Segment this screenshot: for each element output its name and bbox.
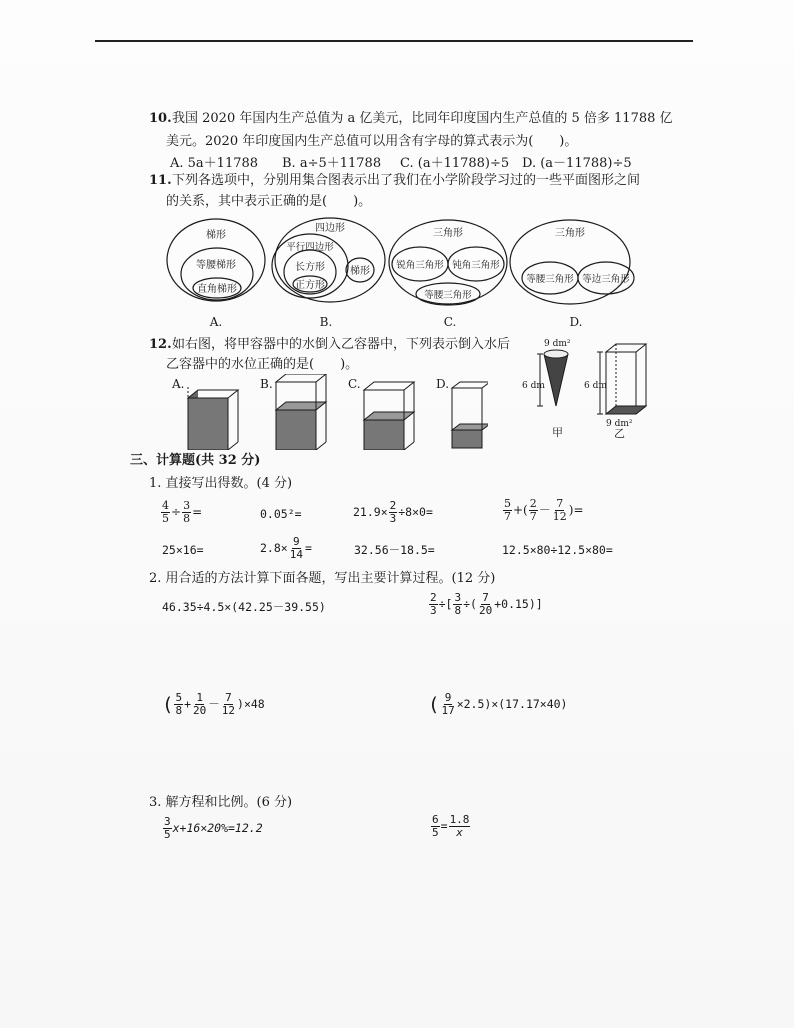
venn-b-inner1-label: 长方形 xyxy=(295,262,325,273)
prism-height-label: 6 dm xyxy=(584,381,607,391)
q12-prism-a xyxy=(188,387,238,450)
fraction: $\frac{1.8}{x}$ xyxy=(449,813,470,839)
q10-line1: 我国 2020 年国内生产总值为 a 亿美元，比同年印度国内生产总值的 5 倍多 11788 亿 xyxy=(172,111,673,126)
fraction: $\frac{2}{7}$ xyxy=(529,497,537,523)
p1-expr8: 12.5×80÷12.5×80= xyxy=(502,543,613,557)
fraction: $\frac{5}{7}$ xyxy=(504,497,511,523)
fraction: $\frac{4}{5}$ xyxy=(162,499,169,525)
cone-top xyxy=(544,350,568,358)
fraction: $\frac{5}{8}$ xyxy=(175,691,183,717)
prism-base xyxy=(606,406,646,414)
p2-expr1: 46.35÷4.5×(42.25－39.55) xyxy=(162,600,326,614)
p1-expr3: 21.9× $\frac{2}{3}$ ÷8×0= xyxy=(353,499,433,525)
venn-a-mid-label: 等腰梯形 xyxy=(196,260,236,271)
q12-options-figure xyxy=(168,374,488,450)
q12-line1: 如右图，将甲容器中的水倒入乙容器中，下列表示倒入水后 xyxy=(172,337,511,352)
p3-proportion: $\frac{6}{5}$ = $\frac{1.8}{x}$ xyxy=(432,813,470,839)
fraction: $\frac{3}{5}$ xyxy=(164,815,171,841)
fraction: $\frac{7}{12}$ xyxy=(221,691,236,717)
q10-option-d[interactable]: D. (a－11788)÷5 xyxy=(522,156,632,171)
q12-option-d[interactable]: D. xyxy=(436,377,450,391)
prism-top xyxy=(606,344,646,352)
p2-title: 2. 用合适的方法计算下面各题，写出主要计算过程。(12 分) xyxy=(149,571,496,586)
p1-expr2: 0.05²= xyxy=(260,507,302,521)
venn-a-outer-label: 梯形 xyxy=(206,230,226,241)
venn-d-left-label: 等腰三角形 xyxy=(526,274,574,285)
venn-d-outer-label: 三角形 xyxy=(555,228,585,239)
q10-option-b[interactable]: B. a÷5＋11788 xyxy=(282,156,382,171)
fraction: $\frac{2}{3}$ xyxy=(430,591,437,617)
cone-area-label: 9 dm² xyxy=(544,339,571,349)
venn-a-inner-label: 直角梯形 xyxy=(197,284,237,295)
venn-b-outer-label: 四边形 xyxy=(315,223,345,234)
cone-name: 甲 xyxy=(552,426,563,439)
venn-d-right-label: 等边三角形 xyxy=(582,274,630,285)
q11-line1: 下列各选项中，分别用集合图表示出了我们在小学阶段学习过的一些平面图形之间 xyxy=(172,173,641,188)
p3-equation1: $\frac{3}{5}$ x+16×20%=12.2 xyxy=(164,815,263,841)
p1-expr1: $\frac{4}{5}$ ÷ $\frac{3}{8}$ = xyxy=(162,499,203,525)
q10-number: 10. xyxy=(149,111,172,126)
fraction: $\frac{9}{14}$ xyxy=(289,535,303,561)
q10-line2: 美元。2020 年印度国内生产总值可以用含有字母的算式表示为( )。 xyxy=(166,134,578,149)
venn-b-mid-label: 平行四边形 xyxy=(286,242,334,253)
p1-expr5: 25×16= xyxy=(162,543,204,557)
q12-prism-d xyxy=(452,382,488,448)
prism-area-label: 9 dm² xyxy=(606,419,633,429)
cone-height-label: 6 dm xyxy=(522,381,545,391)
p1-expr7: 32.56－18.5= xyxy=(354,543,435,557)
fraction: $\frac{7}{12}$ xyxy=(552,497,567,523)
p1-expr4: $\frac{5}{7}$ +( $\frac{2}{7}$ － $\frac{7}{12}$ )= xyxy=(504,497,584,523)
p2-expr4: ( $\frac{9}{17}$ ×2.5)×(17.17×40) xyxy=(428,691,568,717)
venn-c-left-label: 锐角三角形 xyxy=(396,260,444,271)
venn-c-outer-label: 三角形 xyxy=(433,228,463,239)
q11-venn-diagrams xyxy=(160,214,650,334)
cone-body xyxy=(544,354,568,406)
q12-prism-c xyxy=(364,382,414,450)
section3-title: 三、计算题(共 32 分) xyxy=(130,453,261,468)
fraction: $\frac{7}{20}$ xyxy=(478,591,493,617)
q12-prism-b xyxy=(276,374,326,450)
q10-option-c[interactable]: C. (a＋11788)÷5 xyxy=(400,156,510,171)
fraction: $\frac{3}{8}$ xyxy=(183,499,191,525)
fraction: $\frac{2}{3}$ xyxy=(389,499,397,525)
p1-title: 1. 直接写出得数。(4 分) xyxy=(149,476,293,491)
fraction: $\frac{3}{8}$ xyxy=(454,591,462,617)
venn-b-option-label[interactable]: B. xyxy=(319,315,333,329)
q11-line2: 的关系，其中表示正确的是( )。 xyxy=(166,194,372,209)
q12-option-c[interactable]: C. xyxy=(348,377,361,391)
venn-b-side-label: 梯形 xyxy=(350,266,370,277)
q12-line2: 乙容器中的水位正确的是( )。 xyxy=(166,357,359,372)
prism-front xyxy=(606,352,636,414)
p2-expr3: ( $\frac{5}{8}$ + $\frac{1}{20}$ － $\frac{7}{12}$ )×48 xyxy=(162,691,265,717)
q10-option-a[interactable]: A. 5a＋11788 xyxy=(170,156,259,171)
prism-name: 乙 xyxy=(614,427,625,440)
p2-expr2: $\frac{2}{3}$ ÷[ $\frac{3}{8}$ ÷( $\frac{7}{20}$ +0.15)] xyxy=(430,591,543,617)
p3-title: 3. 解方程和比例。(6 分) xyxy=(149,795,293,810)
q12-option-a[interactable]: A. xyxy=(172,377,185,391)
fraction: $\frac{6}{5}$ xyxy=(432,813,439,839)
header-rule xyxy=(95,40,693,42)
venn-a-option-label[interactable]: A. xyxy=(209,315,223,329)
fraction: $\frac{1}{20}$ xyxy=(193,691,207,717)
fraction: $\frac{9}{17}$ xyxy=(441,691,455,717)
venn-c-option-label[interactable]: C. xyxy=(443,315,457,329)
venn-b-inner2-label: 正方形 xyxy=(295,280,325,291)
q12-option-b[interactable]: B. xyxy=(260,377,273,391)
q11-number: 11. xyxy=(149,173,172,188)
p1-expr6: 2.8× $\frac{9}{14}$ = xyxy=(260,535,312,561)
venn-c-right-label: 钝角三角形 xyxy=(452,260,500,271)
venn-c-bottom-label: 等腰三角形 xyxy=(424,290,472,301)
q12-number: 12. xyxy=(149,337,172,352)
q12-reference-figure xyxy=(514,336,664,440)
venn-d-option-label[interactable]: D. xyxy=(569,315,583,329)
